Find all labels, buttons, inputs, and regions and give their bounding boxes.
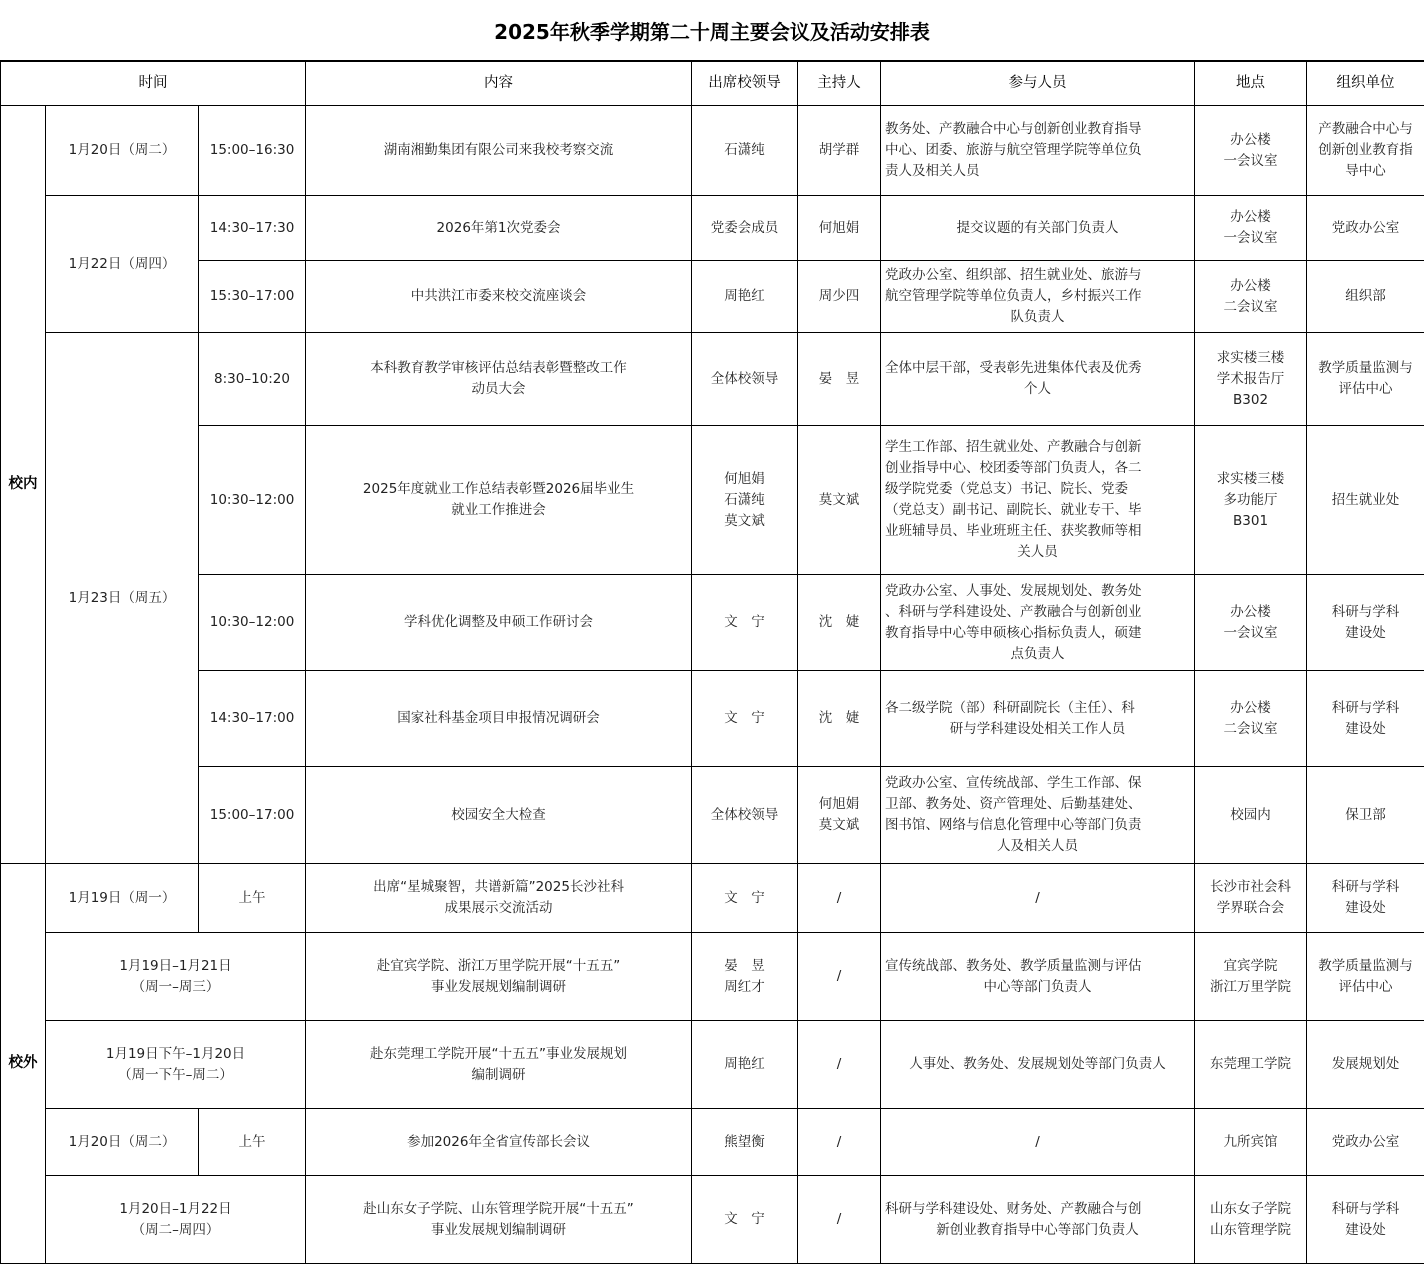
host-line: 沈 婕 [818,710,860,726]
leader-cell [692,671,798,767]
participants-cell [881,426,1195,575]
date-cell [46,1021,306,1109]
leader-cell [692,864,798,933]
page-title: 2025年秋季学期第二十周主要会议及活动安排表 [0,0,1424,62]
leader-line: 党委会成员 [710,219,779,236]
content-line: 赴宜宾学院、浙江万里学院开展“十五五” [376,957,621,974]
content-cell [306,671,692,767]
location-cell [1195,1021,1307,1109]
content-cell [306,933,692,1021]
host-line: / [836,968,842,984]
host-line: 沈 婕 [818,614,860,630]
participants-line: 教务处、产教融合中心与创新创业教育指导 [885,121,1142,137]
organizer-cell [1307,1021,1424,1109]
organizer-line: 科研与学科 [1331,699,1400,716]
content-line: 本科教育教学审核评估总结表彰暨整改工作 [370,360,627,376]
date-cell: 1月20日（周二） [46,106,199,196]
date-line: （周二–周四） [131,1221,220,1238]
date-cell: 1月19日（周一） [46,864,199,933]
leader-line: 何旭娟 [724,470,765,487]
location-cell [1195,1176,1307,1264]
leader-line: 全体校领导 [710,806,779,823]
leader-line: 文 宁 [724,614,765,630]
participants-cell [881,933,1195,1021]
date-cell: 1月23日（周五） [46,333,199,864]
date-line: 1月19日–1月21日 [119,957,232,974]
leader-line: 石潇纯 [724,491,765,508]
location-line: 求实楼三楼 [1216,470,1285,487]
host-cell [798,575,881,671]
location-cell [1195,933,1307,1021]
participants-line: 个人 [1024,381,1052,397]
participants-line: 图书馆、网络与信息化管理中心等部门负责 [885,817,1142,833]
leader-line: 熊望衡 [724,1133,765,1150]
date-line: （周一下午–周二） [118,1066,233,1083]
organizer-cell [1307,196,1424,261]
participants-line: 队负责人 [1010,309,1065,325]
location-line: 山东管理学院 [1210,1221,1292,1238]
location-line: 求实楼三楼 [1216,349,1285,366]
content-line: 就业工作推进会 [451,502,546,518]
header-time: 时间 [1,62,306,106]
time-cell: 15:30–17:00 [199,261,306,333]
participants-line: 教育指导中心等申硕核心指标负责人，硕建 [885,624,1142,641]
date-cell [46,933,306,1021]
leader-line: 全体校领导 [710,370,779,387]
table-row [1,933,1424,1021]
participants-cell [881,1021,1195,1109]
organizer-line: 评估中心 [1338,381,1393,397]
organizer-line: 党政办公室 [1331,1133,1400,1150]
content-cell [306,196,692,261]
content-line: 事业发展规划编制调研 [431,978,567,995]
host-cell [798,767,881,864]
location-line: 东莞理工学院 [1210,1056,1292,1072]
host-cell [798,864,881,933]
participants-cell [881,1176,1195,1264]
organizer-cell [1307,671,1424,767]
header-organizer: 组织单位 [1307,62,1424,106]
location-line: 一会议室 [1223,152,1278,169]
content-cell [306,1021,692,1109]
content-line: 成果展示交流活动 [444,900,553,916]
leader-line: 文 宁 [724,1211,765,1227]
leader-cell [692,1021,798,1109]
location-cell [1195,106,1307,196]
organizer-cell [1307,333,1424,426]
header-location: 地点 [1195,62,1307,106]
content-cell [306,106,692,196]
content-line: 参加2026年全省宣传部长会议 [407,1133,590,1150]
table-row [1,671,1424,767]
leader-cell [692,1176,798,1264]
time-cell: 15:00–17:00 [199,767,306,864]
organizer-line: 导中心 [1345,163,1386,179]
organizer-cell [1307,106,1424,196]
date-line: （周一–周三） [131,978,220,995]
table-row [1,1109,1424,1176]
date-cell: 1月20日（周二） [46,1109,199,1176]
location-cell [1195,864,1307,933]
host-cell [798,106,881,196]
leader-line: 晏 昱 [724,957,765,974]
host-line: 莫文斌 [818,817,860,833]
location-line: 一会议室 [1223,624,1278,641]
host-cell [798,671,881,767]
location-line: B302 [1233,391,1269,408]
content-line: 湖南湘勤集团有限公司来我校考察交流 [383,142,614,158]
participants-line: / [1035,1133,1040,1150]
table-row [1,1021,1424,1109]
content-cell [306,426,692,575]
content-line: 动员大会 [471,381,526,397]
leader-line: 文 宁 [724,710,765,726]
participants-line: 创业指导中心、校团委等部门负责人，各二 [885,460,1142,476]
organizer-line: 评估中心 [1338,978,1393,995]
participants-line: 研与学科建设处相关工作人员 [949,720,1126,737]
host-cell [798,1176,881,1264]
region-internal: 校内 [1,106,46,864]
participants-line: 全体中层干部，受表彰先进集体代表及优秀 [885,360,1142,376]
leader-line: 石潇纯 [724,142,765,158]
host-cell [798,1021,881,1109]
leader-cell [692,333,798,426]
participants-cell [881,196,1195,261]
content-cell [306,333,692,426]
participants-line: 科研与学科建设处、财务处、产教融合与创 [885,1200,1142,1217]
host-cell [798,333,881,426]
participants-line: / [1035,889,1040,906]
location-line: 浙江万里学院 [1210,978,1292,995]
participants-line: 关人员 [1017,544,1058,560]
organizer-cell [1307,575,1424,671]
header-host: 主持人 [798,62,881,106]
table-row [1,864,1424,933]
participants-line: 新创业教育指导中心等部门负责人 [936,1221,1139,1238]
organizer-line: 建设处 [1345,624,1386,641]
time-cell: 10:30–12:00 [199,575,306,671]
content-line: 出席“星城聚智，共谱新篇”2025长沙社科 [373,879,624,895]
host-cell [798,261,881,333]
organizer-line: 建设处 [1345,900,1386,916]
location-cell [1195,261,1307,333]
organizer-line: 科研与学科 [1331,603,1400,620]
leader-cell [692,426,798,575]
table-row [1,261,1424,333]
date-line: 1月20日–1月22日 [119,1200,232,1217]
location-cell [1195,575,1307,671]
host-line: 胡学群 [818,142,860,158]
time-cell: 8:30–10:20 [199,333,306,426]
organizer-cell [1307,261,1424,333]
organizer-line: 党政办公室 [1331,219,1400,236]
table-row [1,575,1424,671]
content-line: 编制调研 [471,1066,526,1083]
content-cell [306,575,692,671]
participants-line: 中心、团委、旅游与航空管理学院等单位负 [885,142,1142,158]
participants-line: 卫部、教务处、资产管理处、后勤基建处、 [885,796,1142,812]
organizer-line: 组织部 [1345,288,1386,304]
table-row [1,106,1424,196]
participants-cell [881,106,1195,196]
header-leader: 出席校领导 [692,62,798,106]
participants-line: 提交议题的有关部门负责人 [956,219,1119,236]
organizer-cell [1307,1176,1424,1264]
participants-line: （党总支）副书记、副院长、就业专干、毕 [885,502,1142,518]
location-line: 多功能厅 [1223,491,1278,508]
participants-line: 、科研与学科建设处、产教融合与创新创业 [885,603,1142,620]
time-cell: 15:00–16:30 [199,106,306,196]
content-line: 赴东莞理工学院开展“十五五”事业发展规划 [370,1045,628,1062]
location-line: B301 [1233,512,1269,529]
location-line: 山东女子学院 [1210,1200,1292,1217]
content-line: 2026年第1次党委会 [436,219,561,236]
organizer-line: 产教融合中心与 [1318,121,1413,137]
location-line: 宜宾学院 [1223,957,1278,974]
host-line: / [836,1133,842,1150]
participants-line: 党政办公室、人事处、发展规划处、教务处 [885,582,1142,599]
participants-line: 责人及相关人员 [885,163,980,179]
host-line: 何旭娟 [818,219,860,236]
participants-cell [881,767,1195,864]
participants-line: 业班辅导员、毕业班班主任、获奖教师等相 [885,523,1142,539]
leader-cell [692,106,798,196]
participants-line: 点负责人 [1010,645,1065,662]
leader-line: 周艳红 [724,288,765,304]
participants-line: 党政办公室、组织部、招生就业处、旅游与 [885,267,1142,283]
participants-line: 学生工作部、招生就业处、产教融合与创新 [885,439,1142,455]
table-row [1,196,1424,261]
header-row [1,62,1424,106]
leader-line: 文 宁 [724,889,765,906]
location-line: 学术报告厅 [1216,370,1285,387]
organizer-line: 科研与学科 [1331,879,1400,895]
organizer-cell [1307,767,1424,864]
participants-line: 人事处、教务处、发展规划处等部门负责人 [909,1056,1166,1072]
date-cell: 1月22日（周四） [46,196,199,333]
leader-cell [692,196,798,261]
table-row [1,767,1424,864]
location-line: 长沙市社会科 [1210,879,1292,895]
host-line: 莫文斌 [818,491,860,508]
organizer-line: 保卫部 [1345,806,1386,823]
host-cell [798,1109,881,1176]
host-line: 周少四 [818,288,860,304]
location-line: 校园内 [1230,806,1271,823]
host-line: / [836,1211,842,1227]
location-cell [1195,196,1307,261]
header-participants: 参与人员 [881,62,1195,106]
participants-cell [881,864,1195,933]
location-line: 办公楼 [1230,277,1271,294]
content-line: 事业发展规划编制调研 [431,1221,567,1238]
location-cell [1195,1109,1307,1176]
table-row [1,1176,1424,1264]
organizer-cell [1307,1109,1424,1176]
time-cell: 上午 [199,1109,306,1176]
leader-cell [692,933,798,1021]
content-line: 中共洪江市委来校交流座谈会 [410,288,587,304]
host-line: / [836,889,842,906]
location-line: 二会议室 [1223,720,1278,737]
location-cell [1195,767,1307,864]
participants-cell [881,575,1195,671]
leader-cell [692,575,798,671]
content-cell [306,864,692,933]
participants-cell [881,1109,1195,1176]
participants-cell [881,261,1195,333]
time-cell: 10:30–12:00 [199,426,306,575]
content-line: 2025年度就业工作总结表彰暨2026届毕业生 [362,481,635,497]
content-cell [306,1109,692,1176]
participants-line: 各二级学院（部）科研副院长（主任）、科 [885,699,1135,716]
participants-line: 宣传统战部、教务处、教学质量监测与评估 [885,957,1142,974]
host-line: / [836,1056,842,1072]
leader-cell [692,1109,798,1176]
leader-cell [692,261,798,333]
date-line: 1月19日下午–1月20日 [105,1045,246,1062]
location-line: 一会议室 [1223,230,1278,246]
time-cell: 上午 [199,864,306,933]
participants-line: 中心等部门负责人 [983,978,1092,995]
leader-line: 周红才 [724,978,765,995]
leader-line: 周艳红 [724,1056,765,1072]
organizer-line: 教学质量监测与 [1318,957,1413,974]
host-line: 何旭娟 [818,796,860,812]
participants-line: 党政办公室、宣传统战部、学生工作部、保 [885,775,1142,791]
location-line: 学界联合会 [1216,900,1285,916]
participants-cell [881,333,1195,426]
table-row [1,426,1424,575]
organizer-line: 建设处 [1345,720,1386,737]
organizer-line: 招生就业处 [1331,491,1400,508]
content-line: 学科优化调整及申硕工作研讨会 [404,614,594,630]
location-line: 九所宾馆 [1223,1133,1278,1150]
organizer-line: 发展规划处 [1331,1056,1400,1072]
content-cell [306,767,692,864]
participants-cell [881,671,1195,767]
organizer-cell [1307,864,1424,933]
date-cell [46,1176,306,1264]
host-cell [798,196,881,261]
content-cell [306,1176,692,1264]
location-line: 办公楼 [1230,209,1271,225]
time-cell: 14:30–17:00 [199,671,306,767]
location-line: 办公楼 [1230,699,1271,716]
time-cell: 14:30–17:30 [199,196,306,261]
location-cell [1195,426,1307,575]
host-line: 晏 昱 [818,370,860,387]
organizer-line: 科研与学科 [1331,1200,1400,1217]
host-cell [798,933,881,1021]
participants-line: 级学院党委（党总支）书记、院长、党委 [885,481,1129,497]
content-line: 国家社科基金项目申报情况调研会 [397,710,600,726]
organizer-line: 教学质量监测与 [1318,360,1413,376]
region-external: 校外 [1,864,46,1264]
host-cell [798,426,881,575]
schedule-table [0,61,1424,1264]
content-line: 校园安全大检查 [451,806,546,823]
location-line: 办公楼 [1230,131,1271,148]
content-cell [306,261,692,333]
content-line: 赴山东女子学院、山东管理学院开展“十五五” [363,1200,634,1217]
location-line: 办公楼 [1230,603,1271,620]
leader-cell [692,767,798,864]
organizer-line: 创新创业教育指 [1318,142,1413,158]
organizer-line: 建设处 [1345,1221,1386,1238]
participants-line: 人及相关人员 [997,838,1079,854]
participants-line: 航空管理学院等单位负责人，乡村振兴工作 [885,288,1142,304]
location-cell [1195,671,1307,767]
location-cell [1195,333,1307,426]
organizer-cell [1307,933,1424,1021]
leader-line: 莫文斌 [724,512,765,529]
organizer-cell [1307,426,1424,575]
location-line: 二会议室 [1223,298,1278,315]
table-row [1,333,1424,426]
header-content: 内容 [306,62,692,106]
